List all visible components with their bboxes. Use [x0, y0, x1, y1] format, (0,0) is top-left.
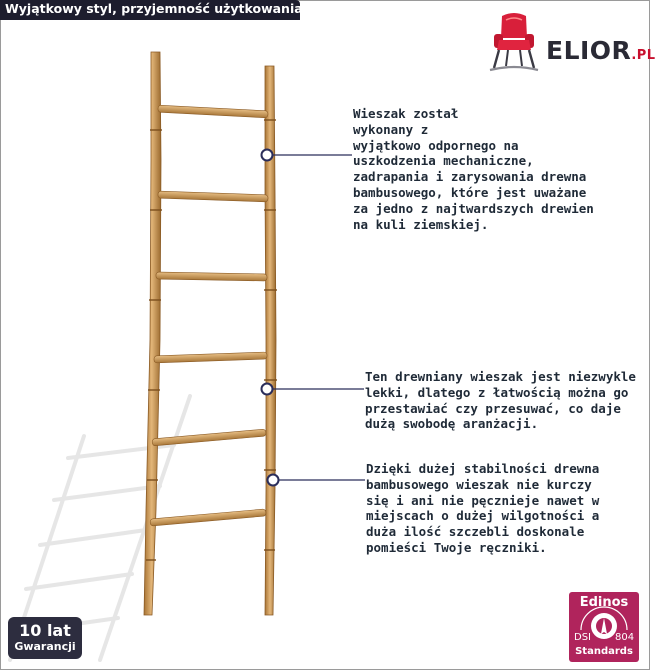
tagline: Wyjątkowy styl, przyjemność użytkowania!	[5, 1, 309, 16]
certificate-dsi: DSI	[574, 632, 591, 643]
feature-description-stability: Dzięki dużej stabilności drewna bambusowego wieszak nie kurczy się i ani nie pęcznieje nawet w miejscach o dużej wilgotności a duża ilość szczebli doskonale pomieści Twoje ręczniki.	[366, 461, 600, 555]
certificate-number: 804	[615, 632, 635, 643]
bamboo-nodes	[146, 120, 277, 560]
edinos-certificate-badge	[569, 592, 639, 662]
warranty-badge	[8, 617, 82, 659]
warranty-label: Gwarancji	[14, 640, 76, 653]
armchair-icon	[484, 8, 544, 74]
ladder-pole-right	[265, 66, 276, 615]
logo-domain-suffix: .PL	[631, 48, 656, 63]
elior-logo[interactable]	[484, 8, 656, 78]
bamboo-ladder-image	[0, 40, 360, 660]
feature-description-durability: Wieszak został wykonany z wyjątkowo odpornego na uszkodzenia mechaniczne, zadrapania i zarysowania drewna bambusowego, które jest uważane za jedno z najtwardszych drewien na kuli ziemskiej.	[353, 106, 594, 232]
logo-wordmark: ELIOR.PL	[546, 36, 656, 65]
certificate-standards: Standards	[575, 646, 633, 657]
header-bar	[0, 0, 309, 20]
certificate-brand: Edinos	[579, 595, 629, 610]
warranty-years: 10 lat	[19, 621, 71, 640]
feature-description-lightweight: Ten drewniany wieszak jest niezwykle lekki, dlatego z łatwością można go przestawiać czy przesuwać, co daje dużą swobodę aranżacji.	[365, 369, 636, 432]
ladder-pole-left	[144, 52, 161, 615]
